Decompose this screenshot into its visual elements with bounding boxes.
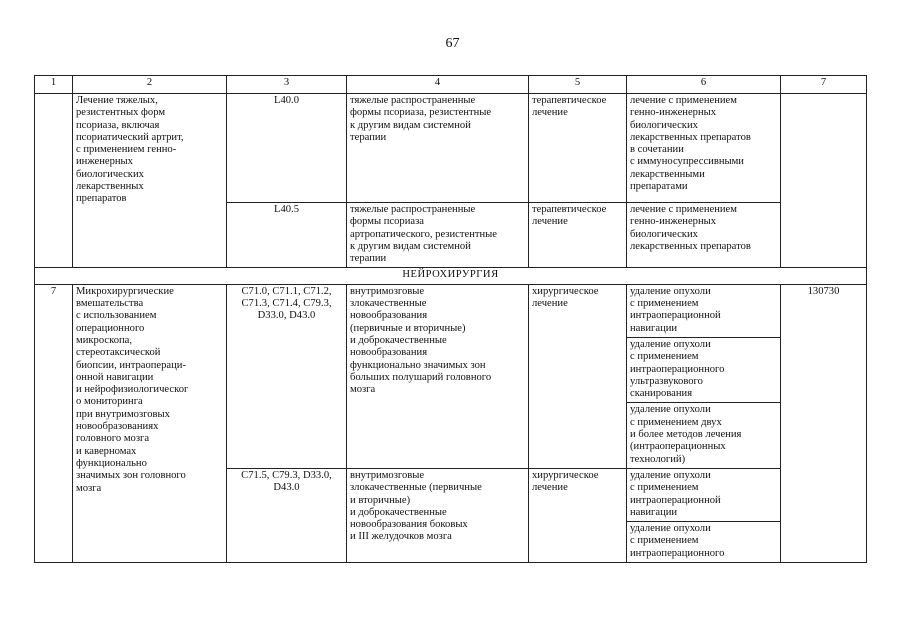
treatment-method: удаление опухоли с применением двух и более методов лечения (интраоперационных технологий) (627, 403, 781, 468)
header-cell-4: 4 (347, 76, 529, 94)
row-number (35, 94, 73, 268)
treatment-type: хирургическое лечение (529, 468, 627, 562)
header-cell-1: 1 (35, 76, 73, 94)
header-row (35, 76, 867, 94)
page-number: 67 (445, 36, 460, 51)
header-cell-2: 2 (73, 76, 227, 94)
patient-model: тяжелые распространенные формы псориаза, резистентные к другим видам системной терапии (347, 94, 529, 203)
care-type-name: Лечение тяжелых, резистентных форм псориаза, включая псориатический артрит, с применением генно- инженерных биологических лекарственных препаратов (73, 94, 227, 268)
header-cell-7: 7 (781, 76, 867, 94)
treatment-type: терапевтическое лечение (529, 203, 627, 268)
section-row (35, 268, 867, 284)
header-cell-6: 6 (627, 76, 781, 94)
icd-code: L40.5 (227, 203, 347, 268)
treatment-method: удаление опухоли с применением интраоперационной навигации (627, 284, 781, 337)
medical-care-table (34, 75, 867, 563)
patient-model: внутримозговые злокачественные (первичные и вторичные) и доброкачественные новообразования боковых и III желудочков мозга (347, 468, 529, 562)
patient-model: тяжелые распространенные формы псориаза артропатического, резистентные к другим видам системной терапии (347, 203, 529, 268)
treatment-method: лечение с применением генно-инженерных биологических лекарственных препаратов (627, 203, 781, 268)
care-type-name: Микрохирургические вмешательства с использованием операционного микроскопа, стереотаксической биопсии, интраопераци- онной навигации и нейрофизиологическог о мониторинга при внутримозговых новообразованиях головного мозга и каверномах функционально значимых зон головного мозга (73, 284, 227, 562)
header-cell-3: 3 (227, 76, 347, 94)
patient-model: внутримозговые злокачественные новообразования (первичные и вторичные) и доброкачественные новообразования функционально значимых зон больших полушарий головного мозга (347, 284, 529, 468)
table-row (35, 94, 867, 203)
section-title: НЕЙРОХИРУРГИЯ (35, 268, 867, 284)
treatment-method: удаление опухоли с применением интраоперационного (627, 522, 781, 563)
cost-value (781, 94, 867, 268)
header-cell-5: 5 (529, 76, 627, 94)
treatment-method: удаление опухоли с применением интраоперационной навигации (627, 468, 781, 521)
row-number: 7 (35, 284, 73, 562)
treatment-method: лечение с применением генно-инженерных биологических лекарственных препаратов в сочетании с иммуносупрессивными лекарственными препаратами (627, 94, 781, 203)
icd-code: C71.0, C71.1, C71.2, C71.3, C71.4, C79.3, D33.0, D43.0 (227, 284, 347, 468)
cost-value: 130730 (781, 284, 867, 562)
treatment-method: удаление опухоли с применением интраоперационного ультразвукового сканирования (627, 337, 781, 402)
icd-code: L40.0 (227, 94, 347, 203)
treatment-type: терапевтическое лечение (529, 94, 627, 203)
treatment-type: хирургическое лечение (529, 284, 627, 468)
icd-code: C71.5, C79.3, D33.0, D43.0 (227, 468, 347, 562)
table-row (35, 284, 867, 337)
